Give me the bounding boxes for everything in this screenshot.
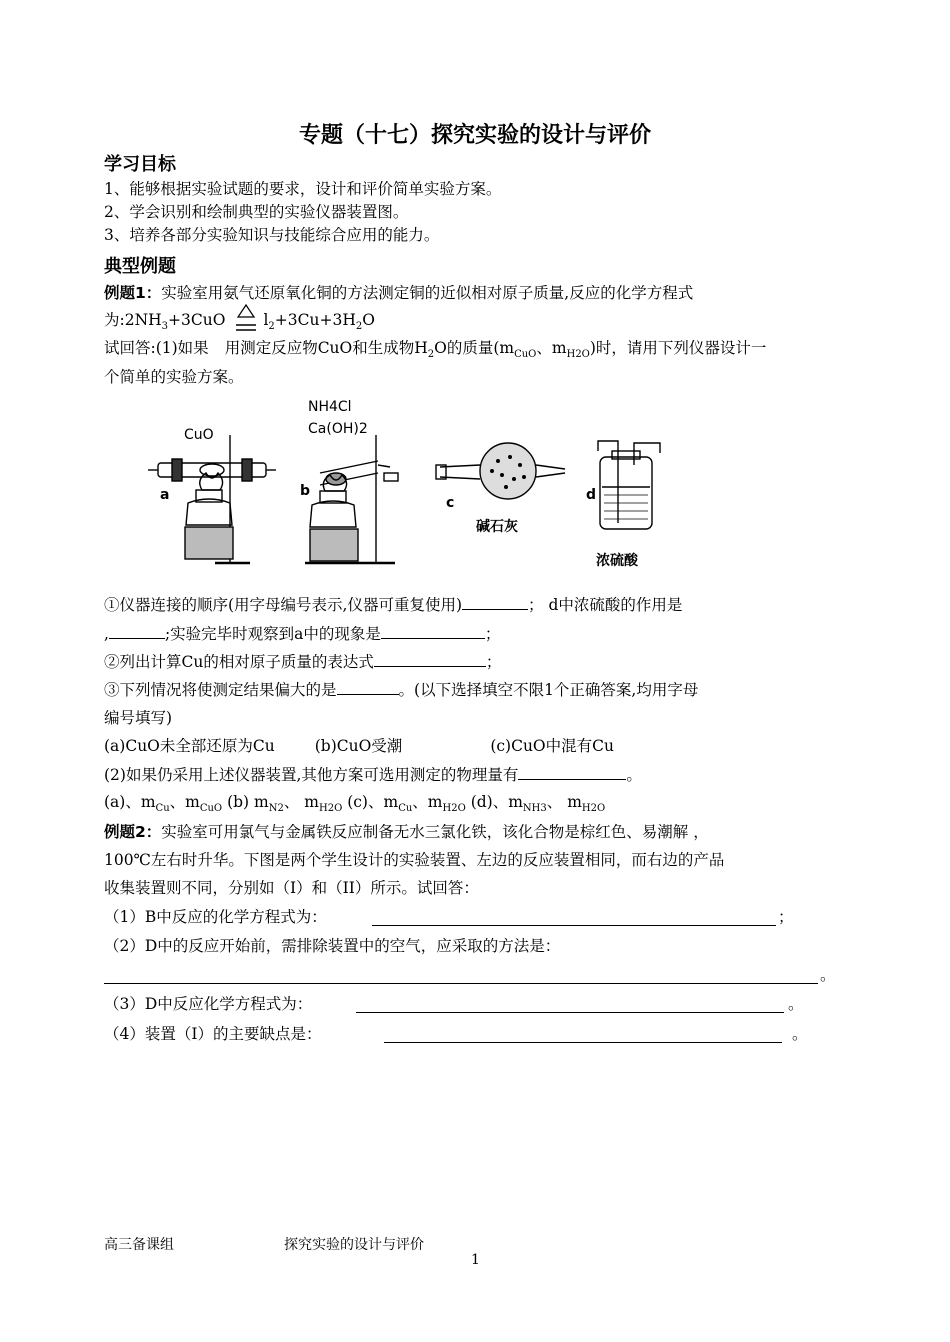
- ex2-text: 实验室可用氯气与金属铁反应制备无水三氯化铁，该化合物是棕红色、易潮解 ，: [161, 823, 709, 841]
- ex1-label: 例题1：: [104, 284, 162, 302]
- eq-text: +3CuO: [168, 311, 226, 329]
- page-number: 1: [471, 1252, 480, 1268]
- q-text: ②列出计算Cu的相对原子质量的表达式: [104, 653, 374, 671]
- q-sub: CuO: [514, 349, 537, 361]
- choice-text: 、m: [169, 793, 200, 811]
- figure-label-a: a: [160, 487, 170, 503]
- objective-item: 1、能够根据实验试题的要求，设计和评价简单实验方案。: [104, 180, 502, 198]
- answer-blank[interactable]: [337, 680, 399, 695]
- choice-text: 、 m: [283, 793, 319, 811]
- ex2-q2: （2）D中的反应开始前，需排除装置中的空气，应采取的方法是：: [104, 937, 561, 955]
- choice-text: 、 m: [546, 793, 582, 811]
- choice-text: (b) m: [227, 793, 269, 811]
- eq-sub: 3: [161, 321, 169, 333]
- q-text: ；: [484, 625, 501, 643]
- choice-text: 、m: [412, 793, 443, 811]
- answer-blank[interactable]: [109, 624, 165, 639]
- q-text: ；: [485, 653, 502, 671]
- ex1-intro: 实验室用氨气还原氧化铜的方法测定铜的近似相对原子质量,反应的化学方程式: [161, 284, 694, 302]
- q-text: 用测定反应物CuO和生成物H: [224, 339, 428, 357]
- answer-line[interactable]: [384, 1042, 782, 1043]
- q-text: (2)如果仍采用上述仪器装置,其他方案可选用测定的物理量有: [104, 766, 519, 784]
- q-text: 。(以下选择填空不限1个正确答案,均用字母: [398, 681, 699, 699]
- footer-center: 探究实验的设计与评价: [284, 1237, 424, 1253]
- objective-item: 3、培养各部分实验知识与技能综合应用的能力。: [104, 226, 440, 244]
- ex1-s1-line2: [104, 623, 500, 645]
- choice-sub: H2O: [442, 803, 466, 815]
- q-text: 、m: [536, 339, 567, 357]
- answer-line[interactable]: [104, 983, 818, 984]
- ex2-q1-end: ；: [778, 908, 794, 926]
- q-text: )时，请用下列仪器设计一: [589, 339, 767, 357]
- choice-sub: Cu: [398, 803, 413, 815]
- choice-text: (a)、m: [104, 793, 156, 811]
- ex2-q4: （4）装置（Ⅰ）的主要缺点是：: [104, 1025, 322, 1043]
- figure-label-b: b: [300, 483, 311, 499]
- option-b: (b)CuO受潮: [314, 737, 403, 755]
- ex1-s3-line2: 编号填写): [104, 709, 173, 727]
- ex1-s3-line: [104, 679, 698, 701]
- ex2-q3: （3）D中反应化学方程式为：: [104, 995, 313, 1013]
- answer-blank[interactable]: [462, 595, 528, 610]
- figure-label-d: d: [586, 487, 597, 503]
- ex1-q1-line2: 个简单的实验方案。: [104, 368, 244, 386]
- eq-sub: 2: [268, 321, 275, 333]
- ex2-line2: 100℃左右时升华。下图是两个学生设计的实验装置、左边的反应装置相同，而右边的产品: [104, 851, 725, 869]
- eq-text: O: [362, 311, 375, 329]
- option-c: (c)CuO中混有Cu: [490, 737, 614, 755]
- q-text: 试回答:(1)如果: [104, 339, 209, 357]
- ex1-options: [104, 735, 614, 757]
- heating-condition-icon: [233, 303, 259, 339]
- footer-left: 高三备课组: [104, 1237, 174, 1253]
- q-sub: 2: [427, 349, 435, 361]
- eq-sub: 2: [355, 321, 363, 333]
- q-text: ； d中浓硫酸的作用是: [528, 596, 683, 614]
- ex1-intro-line: [104, 282, 693, 304]
- choice-sub: Cu: [155, 803, 170, 815]
- eq-text: l: [263, 311, 269, 329]
- choice-text: (d)、m: [470, 793, 523, 811]
- choice-sub: CuO: [199, 803, 223, 815]
- figure-label-caoh2: Ca(OH)2: [308, 421, 368, 437]
- figure-label-c: c: [446, 495, 455, 511]
- ex1-q2-line: [104, 764, 642, 786]
- q-sub: H2O: [566, 349, 590, 361]
- ex1-s1-line: [104, 594, 682, 616]
- choice-sub: N2: [268, 803, 284, 815]
- choice-sub: H2O: [318, 803, 343, 815]
- q-text: ,: [104, 625, 109, 643]
- q-text: 。: [626, 766, 642, 784]
- choice-text: (c)、m: [347, 793, 399, 811]
- ex1-q2-choices: [104, 791, 605, 820]
- q-text: O的质量(m: [434, 339, 515, 357]
- figure-label-nh4cl: NH4Cl: [308, 399, 352, 415]
- ex2-q4-end: 。: [792, 1025, 808, 1043]
- ex2-q2-end: 。: [820, 966, 836, 984]
- ex2-q1: （1）B中反应的化学方程式为：: [104, 908, 327, 926]
- ex2-label: 例题2：: [104, 823, 162, 841]
- figure-caption-sulfuric-acid: 浓硫酸: [596, 553, 638, 569]
- ex2-line3: 收集装置则不同，分别如（I）和（II）所示。试回答：: [104, 879, 479, 897]
- ex2-q3-end: 。: [788, 995, 804, 1013]
- q-text: ①仪器连接的顺序(用字母编号表示,仪器可重复使用): [104, 596, 463, 614]
- eq-text: 为:2NH: [104, 311, 162, 329]
- examples-heading: 典型例题: [104, 256, 176, 277]
- eq-text: +3Cu+3H: [274, 311, 356, 329]
- answer-blank[interactable]: [518, 765, 626, 780]
- answer-blank[interactable]: [374, 652, 486, 667]
- ex2-line1: [104, 821, 709, 843]
- q-text: ③下列情况将使测定结果偏大的是: [104, 681, 337, 699]
- answer-blank[interactable]: [381, 624, 485, 639]
- objectives-heading: 学习目标: [104, 154, 176, 175]
- answer-line[interactable]: [372, 925, 776, 926]
- ex1-q1-line: [104, 337, 766, 366]
- choice-sub: H2O: [581, 803, 606, 815]
- option-a: (a)CuO未全部还原为Cu: [104, 737, 275, 755]
- figure-caption-soda-lime: 碱石灰: [476, 519, 518, 535]
- choice-sub: NH3: [522, 803, 547, 815]
- apparatus-figure: [140, 395, 680, 575]
- ex1-s2-line: [104, 651, 501, 673]
- q-text: ;实验完毕时观察到a中的现象是: [164, 625, 381, 643]
- page-title: 专题（十七）探究实验的设计与评价: [298, 123, 651, 148]
- objective-item: 2、学会识别和绘制典型的实验仪器装置图。: [104, 203, 409, 221]
- figure-label-cuo: CuO: [184, 427, 214, 443]
- answer-line[interactable]: [356, 1012, 784, 1013]
